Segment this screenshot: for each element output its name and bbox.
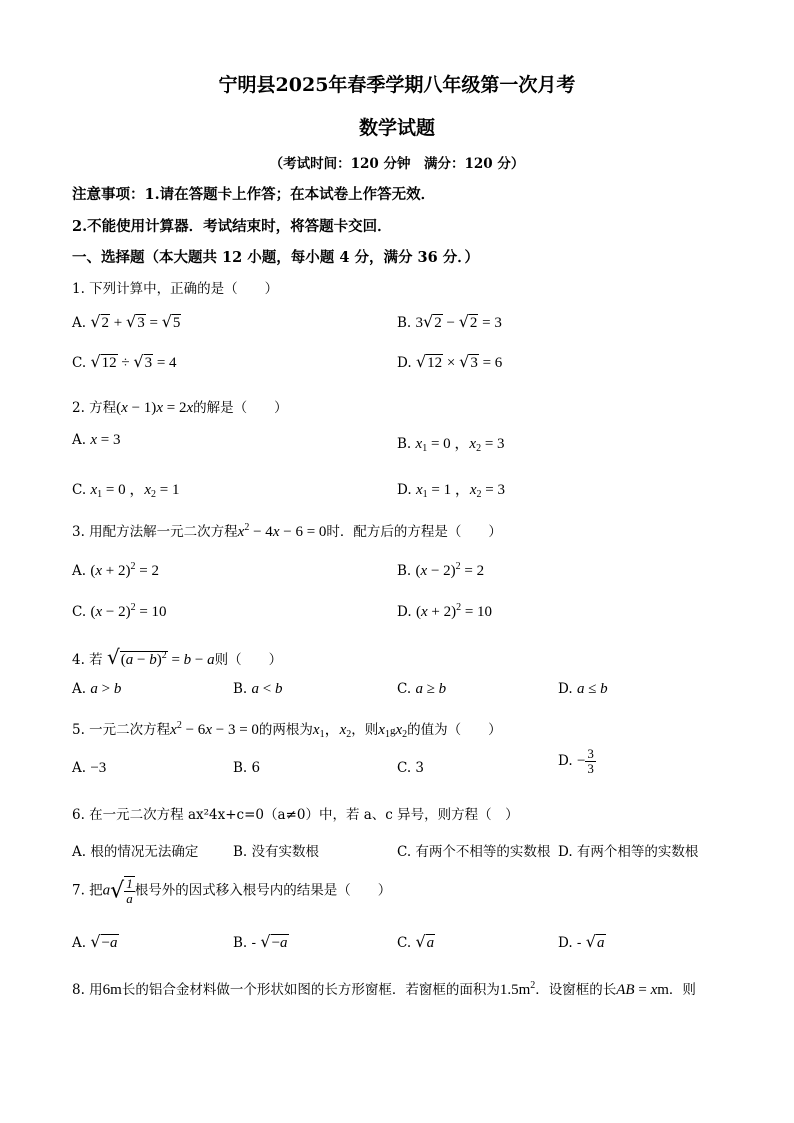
q7-option-b: B. - √−a	[233, 932, 288, 951]
q3-option-c: C. $(x - 2)^2 = 10$	[72, 602, 167, 620]
q4-option-b: B. a < b	[233, 681, 283, 697]
section-heading: 一、选择题（本大题共 12 小题，每小题 4 分，满分 36 分．）	[72, 249, 479, 266]
q6-option-d: D. 有两个相等的实数根	[558, 844, 699, 860]
exam-info: （考试时间：120 分钟 满分：120 分）	[269, 156, 525, 172]
q7-option-d: D. - √a	[558, 932, 605, 951]
question-5-stem: 5. 一元二次方程$x^2 - 6x - 3 = 0$的两根为$x_1$，$x_2$，则$x_1gx_2$的值为（ ）	[72, 720, 502, 740]
q1-option-b: B. 3√2 − √2 = 3	[397, 312, 502, 331]
q5-option-b: B. 6	[233, 760, 261, 776]
question-4-stem: 4. 若 $√(a - b)^2 = b - a$则（ ）	[72, 645, 283, 669]
exam-title: 宁明县2025年春季学期八年级第一次月考	[218, 74, 576, 96]
q2-option-d: D. $x_1 = 1$ ，$x_2 = 3$	[397, 482, 505, 500]
notes-line-2: 2.不能使用计算器．考试结束时，将答题卡交回．	[72, 218, 392, 235]
q6-option-b: B. 没有实数根	[233, 844, 320, 860]
q3-option-a: A. $(x + 2)^2 = 2$	[72, 561, 159, 579]
q5-option-a: A. −3	[72, 760, 107, 776]
question-6-stem: 6. 在一元二次方程 ax²4x+c=0（a≠0）中，若 a、c 异号，则方程（ ）	[72, 807, 519, 823]
question-1-stem: 1. 下列计算中，正确的是（ ）	[72, 281, 279, 297]
notes-line-1: 注意事项：1.请在答题卡上作答；在本试卷上作答无效．	[72, 186, 436, 203]
q2-option-b: B. $x_1 = 0$ ，$x_2 = 3$	[397, 436, 505, 454]
q7-option-a: A. √−a	[72, 932, 118, 951]
q6-option-a: A. 根的情况无法确定	[72, 844, 199, 860]
question-7-stem: 7. 把a√ $\frac{1}{a}$ 根号外的因式移入根号内的结果是（ ）	[72, 876, 392, 906]
q3-option-d: D. $(x + 2)^2 = 10$	[397, 602, 493, 620]
q5-option-c: C. 3	[397, 760, 425, 776]
q7-option-c: C. √a	[397, 932, 435, 951]
question-8-stem: 8. 用6m长的铝合金材料做一个形状如图的长方形窗框．若窗框的面积为$1.5m^2$．设窗框的长AB = xm．则	[72, 980, 696, 998]
q4-option-c: C. a ≥ b	[397, 681, 447, 697]
q2-option-a: A. x = 3	[72, 432, 121, 448]
q6-option-c: C. 有两个不相等的实数根	[397, 844, 551, 860]
subject-title: 数学试题	[358, 117, 435, 139]
q3-option-b: B. $(x - 2)^2 = 2$	[397, 561, 485, 579]
question-2-stem: 2. 方程(x − 1)x = 2x的解是（ ）	[72, 400, 288, 416]
question-3-stem: 3. 用配方法解一元二次方程$x^2 - 4x - 6 = 0$时．配方后的方程是（ ）	[72, 522, 502, 540]
q2-option-c: C. $x_1 = 0$ ，$x_2 = 1$	[72, 482, 180, 500]
q5-option-d: D. − $\frac{3}{3}$	[558, 746, 594, 776]
q1-option-d: D. √12 × √3 = 6	[397, 352, 503, 371]
q4-option-d: D. a ≤ b	[558, 681, 608, 697]
q1-option-c: C. √12 ÷ √3 = 4	[72, 352, 177, 371]
q4-option-a: A. a > b	[72, 681, 122, 697]
q1-option-a: A. √2 + √3 = √5	[72, 312, 181, 331]
